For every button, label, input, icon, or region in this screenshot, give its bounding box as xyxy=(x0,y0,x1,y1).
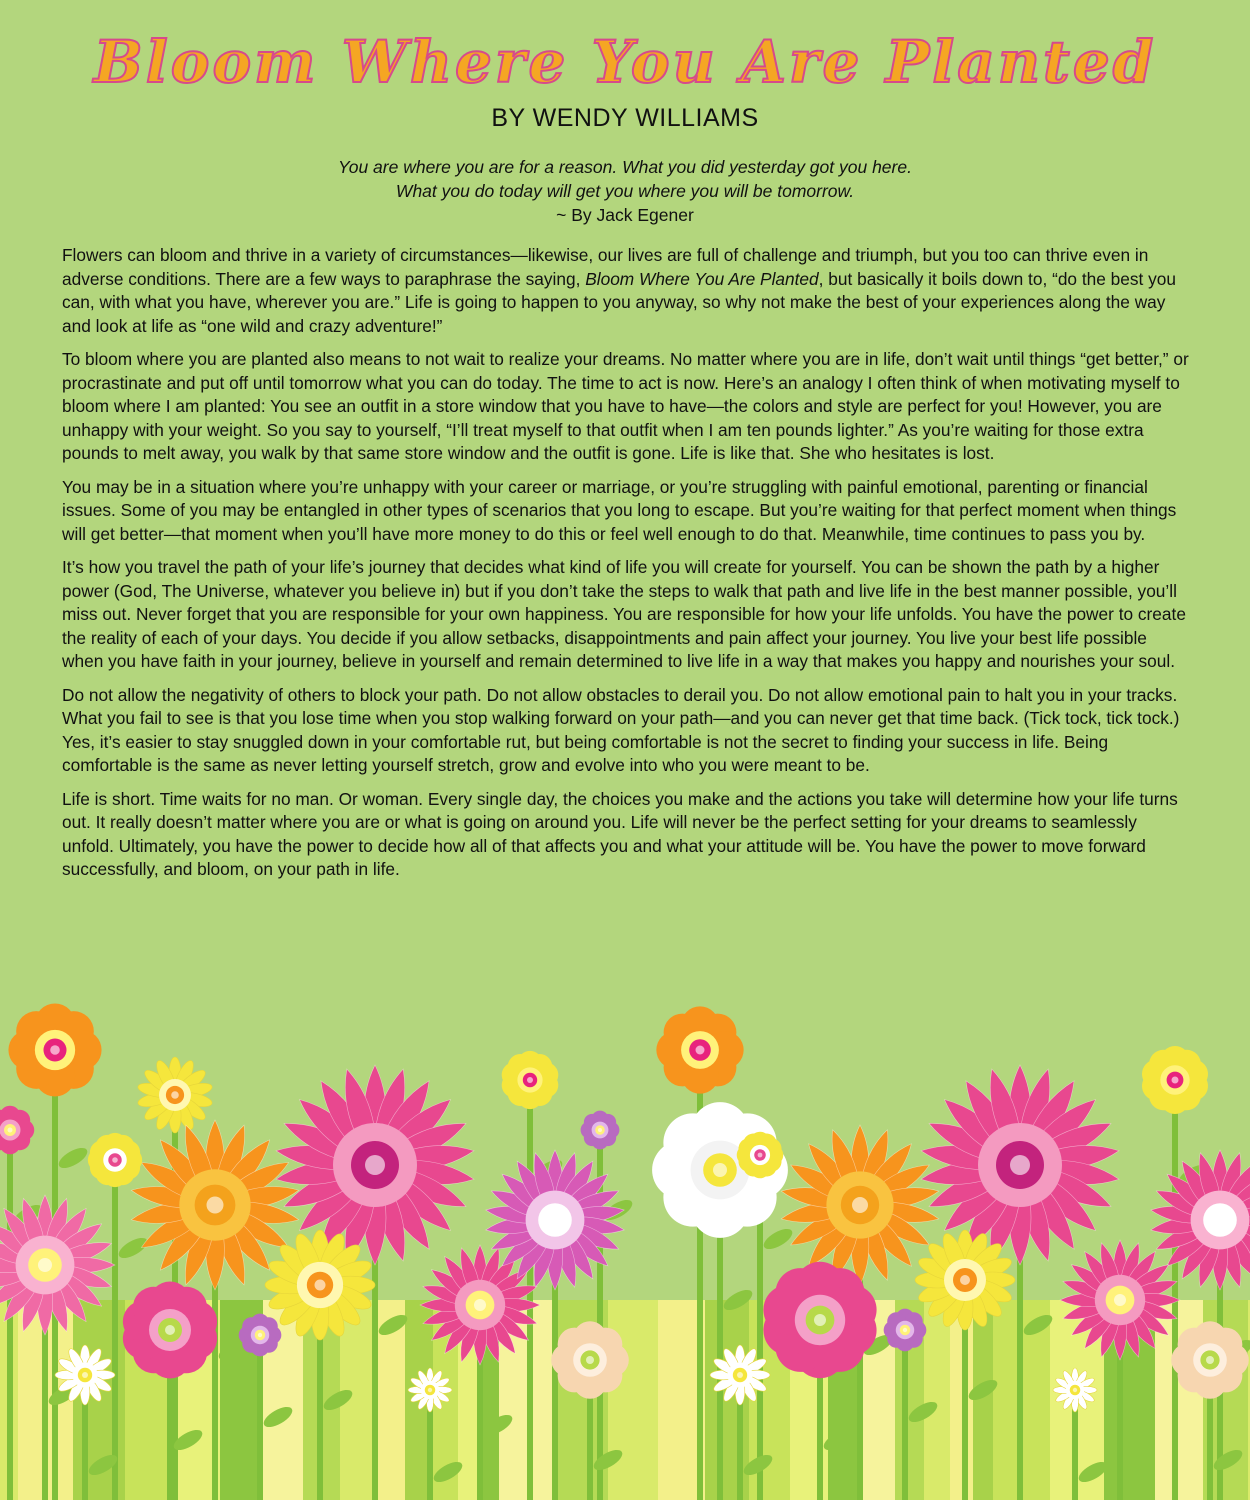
leaf xyxy=(761,1225,796,1253)
flower xyxy=(0,1105,35,1154)
flower xyxy=(915,1230,1015,1330)
flower-garden-illustration xyxy=(0,1000,1250,1500)
paragraph-3: You may be in a situation where you’re unhappy with your career or marriage, or you’re struggling with painful emotional, parenting or financial issues. Some of you may be entangled in other types of scenarios that you long to escape. But you’re waiting for that perfect moment when things will get better—that moment when you’ll have more money to do this or feel well enough to do that. Meanwhile, time continues to pass you by. xyxy=(62,476,1177,544)
flower xyxy=(8,1003,102,1097)
article-body xyxy=(62,244,1192,892)
flower xyxy=(498,1049,561,1111)
article-title: Bloom Where You Are Planted xyxy=(93,28,1157,96)
flower xyxy=(780,1125,941,1285)
flower xyxy=(265,1230,375,1340)
ground-stripe xyxy=(608,1300,658,1500)
quote-line-1: You are where you are for a reason. What you did yesterday got you here. xyxy=(338,157,912,177)
paragraph-4: It’s how you travel the path of your life’s journey that decides what kind of life you will create for yourself. You can be shown the path by a higher power (God, The Universe, whatever you believe in) but if you don’t take the steps to walk that path and live life in the best manner possible, you’ll miss out. Never forget that you are responsible for your own happiness. You are responsible for how your life unfolds. You have the power to create the reality of each of your days. You decide if you allow setbacks, disappointments and pain affect your journey. You live your best life possible when you have faith in your journey, believe in yourself and remain determined to live life in a way that makes you happy and nourishes your soul. xyxy=(62,557,1186,671)
leaf xyxy=(116,1234,151,1262)
leaf xyxy=(56,1144,91,1172)
byline: BY WENDY WILLIAMS xyxy=(491,104,759,132)
flower xyxy=(137,1057,214,1133)
flower-stem xyxy=(902,1330,908,1500)
flower xyxy=(656,1006,744,1094)
ground-stripe xyxy=(924,1300,950,1500)
flower xyxy=(274,1065,475,1265)
paragraph-1: Flowers can bloom and thrive in a variety of circumstances—likewise, our lives are full of challenge and triumph, but you too can thrive even in adverse conditions. There are a few ways to paraphrase the saying, Bloom Where You Are Planted, but basically it boils down to, “do the best you can, with what you have, wherever you are.” Life is going to happen to you anyway, so why not make the best of your experiences along the way and look at life as “one wild and crazy adventure!” xyxy=(62,245,1177,336)
paragraph-2: To bloom where you are planted also means to not wait to realize your dreams. No matter where you are in life, don’t wait until things “get better,” or procrastinate and put off until tomorrow what you can do today. The time to act is now. Here’s an analogy I often think of when motivating myself to bloom where I am planted: You see an outfit in a store window that you have to have—the colors and style are perfect for you! However, you are unhappy with your weight. So you say to yourself, “I’ll treat myself to that outfit when I am ten pounds lighter.” As you’re waiting for those extra pounds to melt away, you walk by that same store window and the outfit is gone. Life is like that. She who hesitates is lost. xyxy=(62,349,1189,463)
paragraph-5: Do not allow the negativity of others to block your path. Do not allow obstacles to derail you. Do not allow emotional pain to halt you in your tracks. What you fail to see is that you lose time when you stop walking forward on your path—and you can never get that time back. (Tick tock, tick tock.) Yes, it’s easier to stay snuggled down in your comfortable rut, but being comfortable is not the secret to finding your success in life. Being comfortable is the same as never letting yourself stretch, grow and evolve into who you were meant to be. xyxy=(62,684,1180,775)
emphasized-saying: Bloom Where You Are Planted xyxy=(585,268,819,289)
quote-line-2: What you do today will get you where you will be tomorrow. xyxy=(395,181,855,201)
ground-stripe xyxy=(950,1300,973,1500)
flower xyxy=(86,1131,145,1190)
flower-stem xyxy=(1172,1080,1178,1500)
flower-stem xyxy=(112,1160,118,1500)
flower xyxy=(1138,1044,1212,1116)
ground-stripe xyxy=(973,1300,993,1500)
paragraph-6: Life is short. Time waits for no man. Or woman. Every single day, the choices you make and the actions you take will determine how your life turns out. It really doesn’t matter where you are or what is going on around you. Life will never be the perfect setting for your dreams to seamlessly unfold. Ultimately, you have the power to decide how all of that affects you and what your attitude will be. You have the power to move forward successfully, and bloom, on your path in life. xyxy=(62,788,1178,879)
flower xyxy=(580,1110,619,1149)
epigraph-quote xyxy=(0,155,1250,227)
quote-attribution: ~ By Jack Egener xyxy=(556,205,694,225)
flower-stem xyxy=(257,1335,263,1500)
